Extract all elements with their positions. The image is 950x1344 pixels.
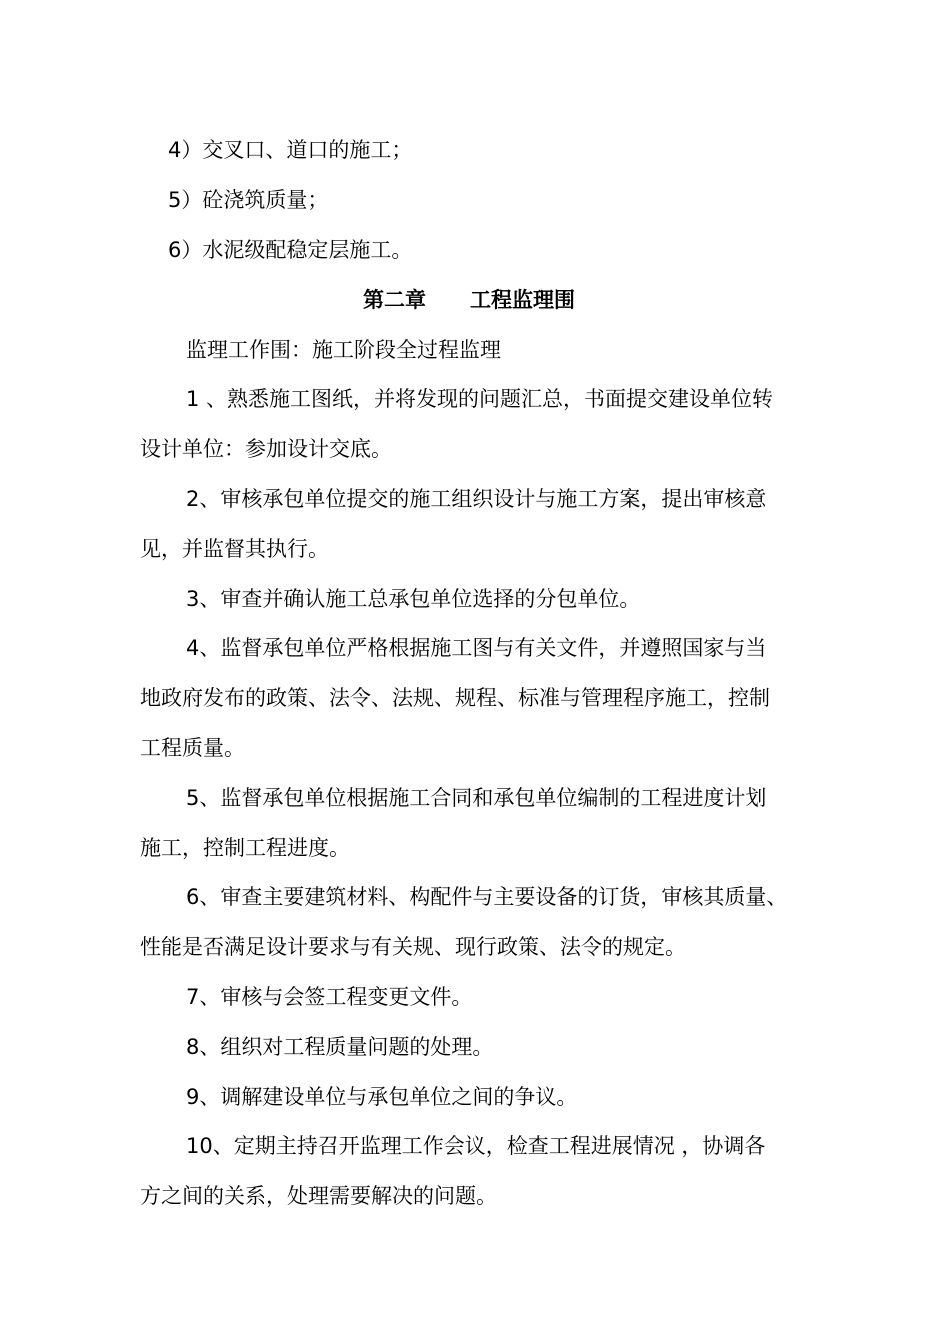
scope-statement: 监理工作围：施工阶段全过程监理 — [186, 338, 501, 362]
list-item: 5）砼浇筑质量； — [168, 188, 329, 212]
paragraph-line: 地政府发布的政策、法令、法规、规程、标准与管理程序施工，控制 — [140, 686, 770, 710]
chapter-heading — [363, 285, 575, 315]
paragraph-line: 方之间的关系，处理需要解决的问题。 — [140, 1184, 497, 1208]
paragraph-line: 10、定期主持召开监理工作会议，检查工程进展情况 ，协调各 — [186, 1134, 766, 1158]
list-item: 4）交叉口、道口的施工； — [168, 138, 413, 162]
paragraph-line: 2、审核承包单位提交的施工组织设计与施工方案，提出审核意 — [186, 487, 767, 511]
paragraph-line: 施工，控制工程进度。 — [140, 836, 350, 860]
paragraph-line: 性能是否满足设计要求与有关规、现行政策、法令的规定。 — [140, 935, 686, 959]
paragraph-line: 设计单位：参加设计交底。 — [140, 437, 392, 461]
paragraph-line: 3、审查并确认施工总承包单位选择的分包单位。 — [186, 587, 641, 611]
paragraph-line: 6、审查主要建筑材料、构配件与主要设备的订货，审核其质量、 — [186, 885, 788, 909]
paragraph-line: 1 、熟悉施工图纸，并将发现的问题汇总，书面提交建设单位转 — [186, 387, 774, 411]
paragraph-line: 5、监督承包单位根据施工合同和承包单位编制的工程进度计划 — [186, 786, 767, 810]
paragraph-line: 4、监督承包单位严格根据施工图与有关文件，并遵照国家与当 — [186, 636, 767, 660]
paragraph-line: 9、调解建设单位与承包单位之间的争议。 — [186, 1085, 578, 1109]
paragraph-line: 8、组织对工程质量问题的处理。 — [186, 1035, 494, 1059]
paragraph-line: 7、审核与会签工程变更文件。 — [186, 985, 473, 1009]
paragraph-line: 工程质量。 — [140, 736, 245, 760]
chapter-number: 第二章 — [363, 288, 426, 312]
list-item: 6）水泥级配稳定层施工。 — [168, 238, 413, 262]
paragraph-line: 见，并监督其执行。 — [140, 537, 329, 561]
chapter-title: 工程监理围 — [470, 288, 575, 312]
